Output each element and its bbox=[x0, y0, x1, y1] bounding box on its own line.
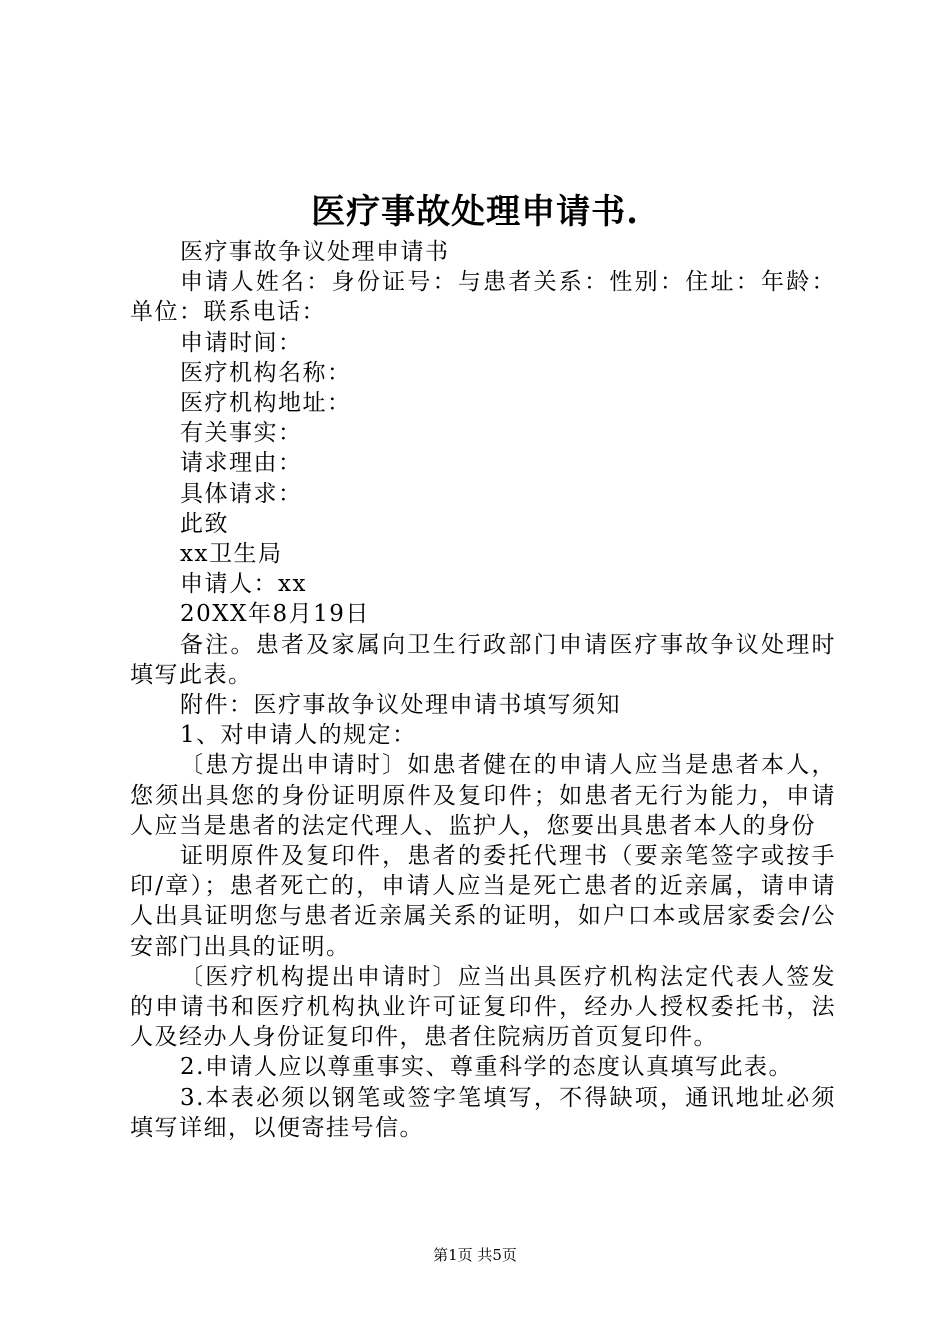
paragraph: 〔患方提出申请时〕如患者健在的申请人应当是患者本人，您须出具您的身份证明原件及复印件；如患者无行为能力，申请人应当是患者的法定代理人、监护人，您要出具患者本人的身份 bbox=[130, 752, 836, 839]
paragraph: 医疗机构名称： bbox=[180, 359, 352, 386]
paragraph: 1、对申请人的规定： bbox=[180, 722, 417, 749]
document-body bbox=[130, 237, 836, 1143]
paragraph: 申请人姓名：身份证号：与患者关系：性别：住址：年龄：单位：联系电话： bbox=[130, 269, 836, 326]
paragraph: 请求理由： bbox=[180, 450, 303, 477]
paragraph: xx卫生局 bbox=[180, 541, 283, 568]
paragraph: 20XX年8月19日 bbox=[180, 601, 370, 628]
paragraph: 申请时间： bbox=[180, 329, 303, 356]
paragraph: 此致 bbox=[180, 510, 229, 537]
paragraph: 具体请求： bbox=[180, 480, 303, 507]
paragraph: 医疗机构地址： bbox=[180, 390, 352, 417]
paragraph: 附件：医疗事故争议处理申请书填写须知 bbox=[180, 692, 621, 719]
paragraph: 申请人：xx bbox=[180, 571, 307, 598]
paragraph: 医疗事故争议处理申请书 bbox=[180, 239, 450, 265]
page-number-footer: 第1页 共5页 bbox=[433, 1246, 517, 1264]
paragraph: 2.申请人应以尊重事实、尊重科学的态度认真填写此表。 bbox=[180, 1054, 793, 1081]
paragraph: 证明原件及复印件，患者的委托代理书（要亲笔签字或按手印/章）；患者死亡的，申请人应当是死亡患者的近亲属，请申请人出具证明您与患者近亲属关系的证明，如户口本或居家委会/公安部门出具的证明。 bbox=[130, 843, 836, 960]
paragraph: 备注。患者及家属向卫生行政部门申请医疗事故争议处理时填写此表。 bbox=[130, 631, 836, 688]
paragraph: 〔医疗机构提出申请时〕应当出具医疗机构法定代表人签发的申请书和医疗机构执业许可证复印件，经办人授权委托书，法人及经办人身份证复印件，患者住院病历首页复印件。 bbox=[130, 963, 836, 1051]
paragraph: 3.本表必须以钢笔或签字笔填写，不得缺项，通讯地址必须填写详细，以便寄挂号信。 bbox=[130, 1084, 836, 1141]
paragraph: 有关事实： bbox=[180, 420, 303, 447]
document-title: 医疗事故处理申请书. bbox=[311, 192, 639, 232]
